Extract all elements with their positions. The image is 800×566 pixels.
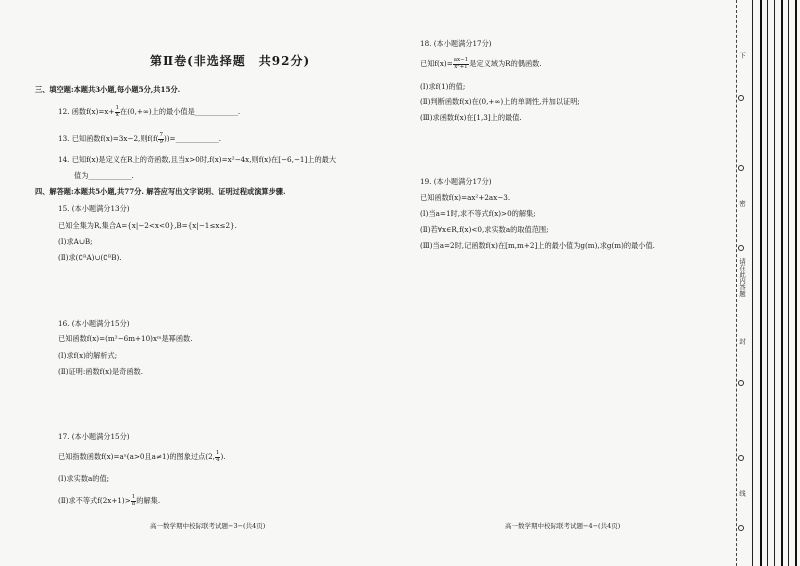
right-footer: 高一数学期中校际联考试题−4−(共4页) bbox=[505, 522, 621, 530]
q15-line1: 已知全集为R,集合A={x|−2<x<0},B={x|−1≤x≤2}. bbox=[58, 221, 237, 230]
q17-frac-den: 4 bbox=[215, 456, 220, 463]
q17-part2-frac-den: 8 bbox=[131, 500, 136, 507]
q18-part1: (Ⅰ)求f(1)的值; bbox=[420, 82, 466, 91]
question-12 bbox=[58, 106, 240, 118]
q13-pre: 13. 已知函数f(x)=3x−2,则f(f( bbox=[58, 134, 159, 143]
q19-head: 19. (本小题满分17分) bbox=[420, 177, 492, 186]
q13-frac-num: 7 bbox=[159, 132, 163, 138]
q17-part2 bbox=[58, 495, 160, 507]
section4-heading: 四、解答题:本题共5小题,共77分. 解答应写出文字说明、证明过程或演算步骤. bbox=[35, 187, 286, 196]
binding-line-1 bbox=[752, 0, 753, 566]
side-label-down: 下 bbox=[738, 52, 746, 59]
q18-line1 bbox=[420, 58, 542, 70]
binding-hole-5 bbox=[738, 455, 744, 461]
q18-part2: (Ⅱ)判断函数f(x)在(0,+∞)上的单调性,并加以证明; bbox=[420, 97, 580, 106]
section-title: 第Ⅱ卷(非选择题 共92分) bbox=[150, 54, 311, 68]
question-14-line2: 值为____________. bbox=[74, 171, 134, 180]
q18-line1-post: 是定义域为R的偶函数. bbox=[469, 59, 542, 68]
q17-part2-post: 的解集. bbox=[136, 496, 161, 505]
q18-part3: (Ⅲ)求函数f(x)在[1,3]上的最值. bbox=[420, 113, 522, 122]
question-13 bbox=[58, 133, 221, 145]
q18-frac-den: x²+1 bbox=[454, 63, 468, 70]
q19-part2: (Ⅱ)若∀x∈R,f(x)<0,求实数a的取值范围; bbox=[420, 225, 549, 234]
q19-line1: 已知函数f(x)=ax²+2ax−3. bbox=[420, 193, 511, 202]
q17-part2-frac-num: 1 bbox=[131, 494, 136, 500]
binding-line-4 bbox=[774, 0, 775, 566]
q15-head: 15. (本小题满分13分) bbox=[58, 204, 130, 213]
q18-frac-num: ax−1 bbox=[453, 57, 469, 63]
q13-frac-den: 9 bbox=[159, 138, 163, 145]
binding-hole-6 bbox=[738, 525, 744, 531]
binding-hole-1 bbox=[738, 95, 744, 101]
q15-part2: (Ⅱ)求(∁ᴿA)∪(∁ᴿB). bbox=[58, 253, 122, 262]
q17-line1 bbox=[58, 451, 226, 463]
q16-head: 16. (本小题满分15分) bbox=[58, 319, 130, 328]
q19-part1: (Ⅰ)当a=1时,求不等式f(x)>0的解集; bbox=[420, 209, 536, 218]
binding-line-3 bbox=[767, 0, 768, 566]
binding-line-6 bbox=[788, 0, 789, 566]
section3-heading: 三、填空题:本题共3小题,每小题5分,共15分. bbox=[35, 85, 181, 94]
q12-pre: 12. 函数f(x)=x+ bbox=[58, 107, 115, 116]
binding-line-2 bbox=[760, 0, 762, 566]
q18-line1-pre: 已知f(x)= bbox=[420, 59, 453, 68]
binding-dotted-line bbox=[736, 0, 737, 566]
q17-line1-pre: 已知指数函数f(x)=aˣ(a>0且a≠1)的图象过点(2, bbox=[58, 452, 215, 461]
q12-frac-den: x bbox=[115, 111, 119, 118]
q17-frac-num: 1 bbox=[215, 450, 220, 456]
q16-part1: (Ⅰ)求f(x)的解析式; bbox=[58, 351, 118, 360]
q17-head: 17. (本小题满分15分) bbox=[58, 432, 130, 441]
binding-line-5 bbox=[781, 0, 783, 566]
q12-frac-num: 1 bbox=[115, 105, 120, 111]
q18-head: 18. (本小题满分17分) bbox=[420, 39, 492, 48]
side-label-line: 线 bbox=[738, 490, 746, 497]
q13-post: ))=____________. bbox=[163, 134, 221, 143]
q17-line1-post: ). bbox=[220, 452, 226, 461]
q18-frac bbox=[453, 58, 470, 70]
q16-line1: 已知函数f(x)=(m²−6m+10)xᵐ是幂函数. bbox=[58, 334, 193, 343]
binding-hole-4 bbox=[738, 380, 744, 386]
binding-line-7 bbox=[795, 0, 797, 566]
side-label-close: 封 bbox=[738, 338, 746, 345]
q12-post: 在(0,+∞)上的最小值是____________. bbox=[120, 107, 241, 116]
q17-part1: (Ⅰ)求实数a的值; bbox=[58, 474, 110, 483]
question-14-line1: 14. 已知f(x)是定义在R上的奇函数,且当x>0时,f(x)=x²−4x,则f(x)在[−6,−1]上的最大 bbox=[58, 155, 337, 164]
binding-hole-3 bbox=[738, 245, 744, 251]
side-label-answer-inside: 请在此内答题 bbox=[738, 258, 746, 297]
left-footer: 高一数学期中校际联考试题−3−(共4页) bbox=[150, 522, 266, 530]
q15-part1: (Ⅰ)求A∪B; bbox=[58, 237, 93, 246]
binding-hole-2 bbox=[738, 165, 744, 171]
q16-part2: (Ⅱ)证明:函数f(x)是奇函数. bbox=[58, 367, 144, 376]
side-label-seal: 密 bbox=[738, 200, 746, 207]
q19-part3: (Ⅲ)当a=2时,记函数f(x)在[m,m+2]上的最小值为g(m),求g(m)的最小值. bbox=[420, 241, 655, 250]
q17-part2-pre: (Ⅱ)求不等式f(2x+1)> bbox=[58, 496, 131, 505]
